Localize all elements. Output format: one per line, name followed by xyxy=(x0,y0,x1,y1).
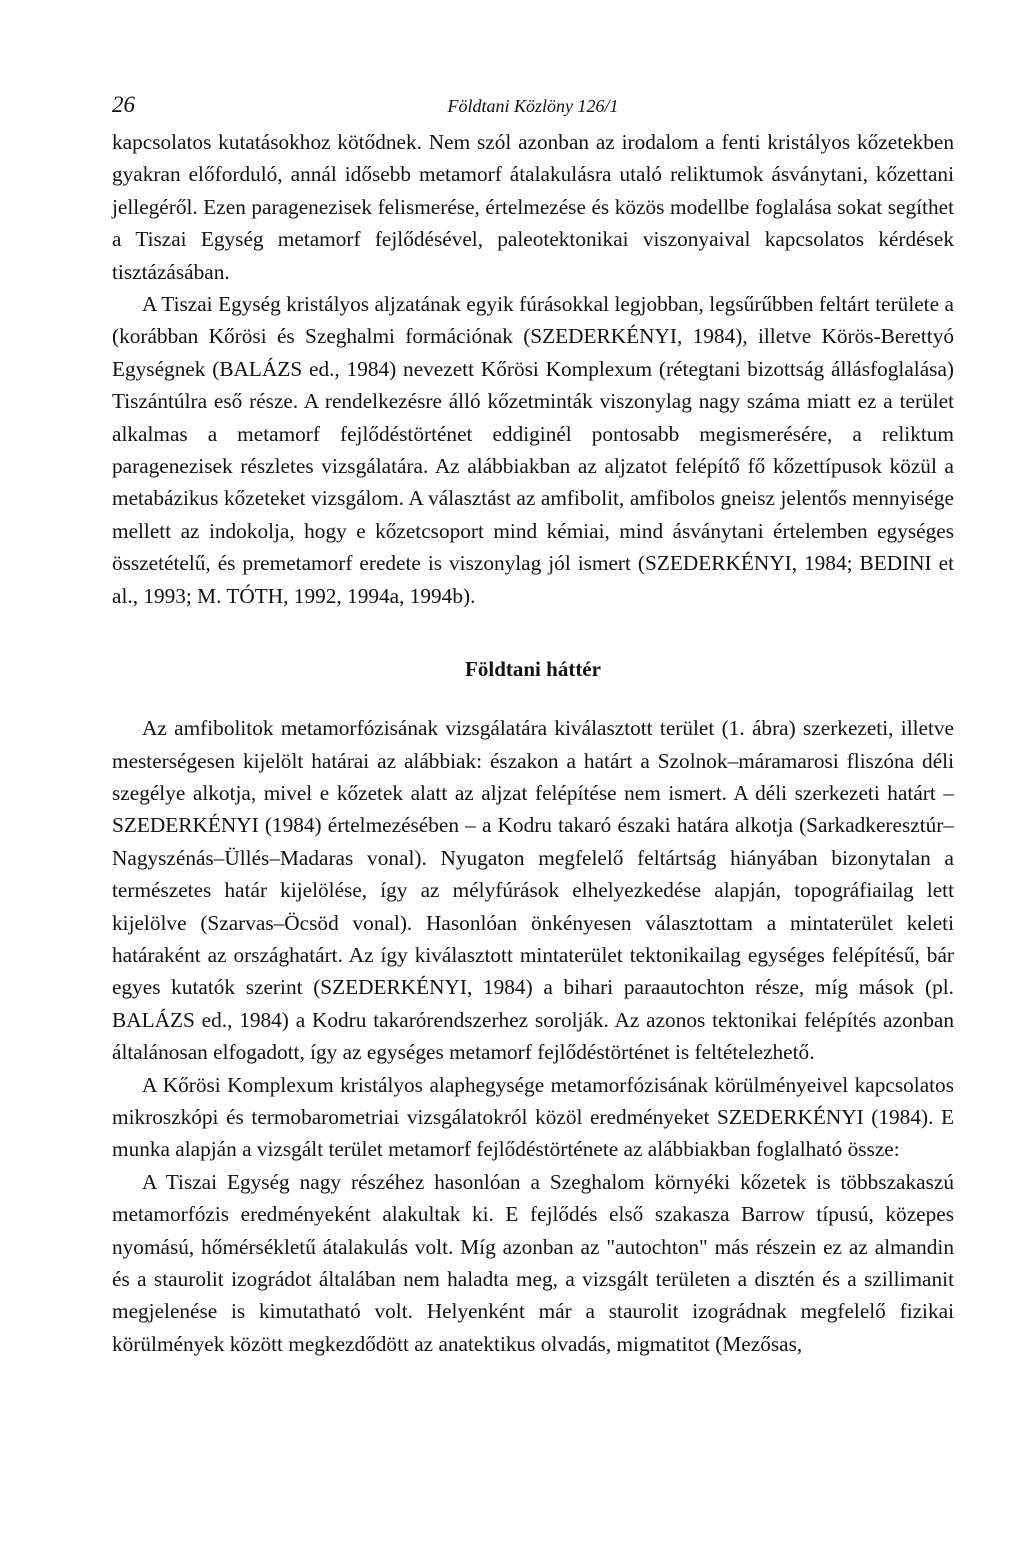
paragraph: A Tiszai Egység kristályos aljzatának egyik fúrásokkal legjobban, legsűrűbben feltárt területe a (korábban Kőrösi és Szeghalmi formációnak (SZEDERKÉNYI, 1984), illetve Körös-Berettyó Egységnek (BALÁZS ed., 1984) nevezett Kőrösi Komplexum (rétegtani bizottság állásfoglalása) Tiszántúlra eső része. A rendelkezésre álló kőzetminták viszonylag nagy száma miatt ez a terület alkalmas a metamorf fejlődéstörténet eddiginél pontosabb megismerésére, a reliktum paragenezisek részletes vizsgálatára. Az alábbiakban az aljzatot felépítő fő kőzettípusok közül a metabázikus kőzeteket vizsgálom. A választást az amfibolit, amfibolos gneisz jelentős mennyisége mellett az indokolja, hogy e kőzetcsoport mind kémiai, mind ásványtani értelemben egységes összetételű, és premetamorf eredete is viszonylag jól ismert (SZEDERKÉNYI, 1984; BEDINI et al., 1993; M. TÓTH, 1992, 1994a, 1994b). xyxy=(112,292,954,608)
running-header xyxy=(112,92,954,126)
paragraph: A Tiszai Egység nagy részéhez hasonlóan a Szeghalom környéki kőzetek is többszakaszú metamorfózis eredményeként alakultak ki. E fejlődés első szakasza Barrow típusú, közepes nyomású, hőmérsékletű átalakulás volt. Míg azonban az "autochton" más részein ez az almandin és a staurolit izográdot általában nem haladta meg, a vizsgált területen a disztén és a szillimanit megjelenése is kimutatható volt. Helyenként már a staurolit izográdnak megfelelő fizikai körülmények között megkezdődött az anatektikus olvadás, migmatitot (Mezősas, xyxy=(112,1169,954,1356)
paragraph: A Kőrösi Komplexum kristályos alaphegysége metamorfózisának körülményeivel kapcsolatos mikroszkópi és termobarometriai vizsgálatokról közöl eredményeket SZEDERKÉNYI (1984). E munka alapján a vizsgált terület metamorf fejlődéstörténete az alábbiakban foglalható össze: xyxy=(112,1072,954,1162)
journal-title: Földtani Közlöny 126/1 xyxy=(447,96,619,116)
page xyxy=(112,92,954,1360)
page-number: 26 xyxy=(112,92,135,117)
section-heading: Földtani háttér xyxy=(465,657,601,682)
paragraph: kapcsolatos kutatásokhoz kötődnek. Nem szól azonban az irodalom a fenti kristályos kőzetekben gyakran előforduló, annál idősebb metamorf átalakulásra utaló reliktumok ásványtani, kőzettani jellegéről. Ezen paragenezisek felismerése, értelmezése és közös modellbe foglalása sokat segíthet a Tiszai Egység metamorf fejlődésével, paleotektonikai viszonyaival kapcsolatos kérdések tisztázásában. xyxy=(112,130,954,284)
body-text xyxy=(112,126,954,1360)
paragraph: Az amfibolitok metamorfózisának vizsgálatára kiválasztott terület (1. ábra) szerkezeti, illetve mesterségesen kijelölt határai az alábbiak: északon a határt a Szolnok–máramarosi fliszóna déli szegélye alkotja, mivel e kőzetek alatt az aljzat felépítése nem ismert. A déli szerkezeti határt – SZEDERKÉNYI (1984) értelmezésében – a Kodru takaró északi határa alkotja (Sarkadkeresztúr–Nagyszénás–Üllés–Madaras vonal). Nyugaton megfelelő feltártság hiányában bizonytalan a természetes határ kijelölése, így az mélyfúrások elhelyezkedése alapján, topográfiailag lett kijelölve (Szarvas–Öcsöd vonal). Hasonlóan önkényesen választottam a mintaterület keleti határaként az országhatárt. Az így kiválasztott mintaterület tektonikailag egységes felépítésű, bár egyes kutatók szerint (SZEDERKÉNYI, 1984) a bihari paraautochton része, míg mások (pl. BALÁZS ed., 1984) a Kodru takarórendszerhez sorolják. Az azonos tektonikai felépítés azonban általánosan elfogadott, így az egységes metamorf fejlődéstörténet is feltételezhető. xyxy=(112,716,954,1065)
